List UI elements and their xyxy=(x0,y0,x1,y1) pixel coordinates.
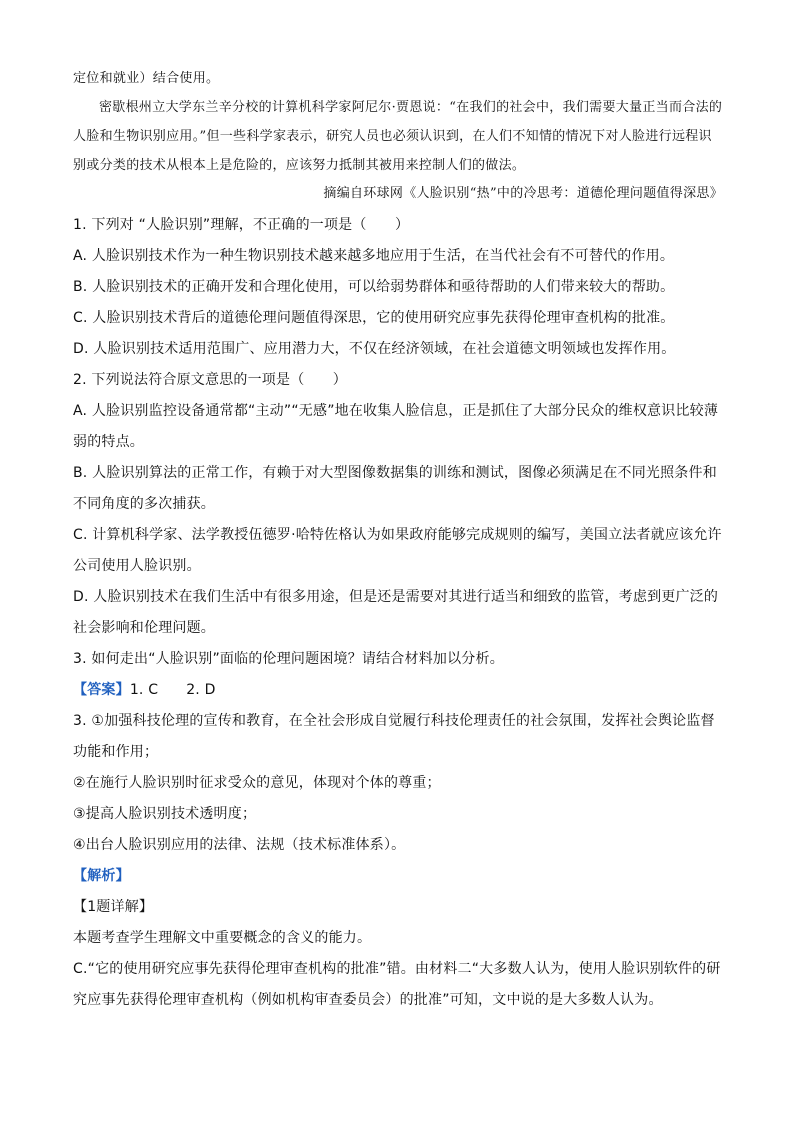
answer-3-line-2: ②在施行人脸识别时征求受众的意见，体现对个体的尊重； xyxy=(73,775,441,791)
answer-row xyxy=(73,675,723,706)
answer-1: 1. C xyxy=(129,682,159,698)
answer-3-line-3: ③提高人脸识别技术透明度； xyxy=(73,806,257,822)
passage-paragraph-2-text: 密歇根州立大学东兰辛分校的计算机科学家阿尼尔·贾恩说：“在我们的社会中，我们需要大量正当而合法的人脸和生物识别应用。”但一些科学家表示，研究人员也必须认识到，在人们不知情的情况下对人脸进行远程识别或分类的技术从根本上是危险的，应该努力抵制其被用来控制人们的做法。 xyxy=(73,100,723,173)
document-content xyxy=(73,64,723,1016)
question-2-option-c: C. 计算机科学家、法学教授伍德罗·哈特佐格认为如果政府能够完成规则的编写，美国立法者就应该允许公司使用人脸识别。 xyxy=(73,527,722,574)
question-3-stem: 3. 如何走出“人脸识别”面临的伦理问题困境？请结合材料加以分析。 xyxy=(73,651,504,667)
question-2-option-a: A. 人脸识别监控设备通常都“主动”“无感”地在收集人脸信息，正是抓住了大部分民众的维权意识比较薄弱的特点。 xyxy=(73,403,719,450)
answer-3-line-1: 3. ①加强科技伦理的宣传和教育，在全社会形成自觉履行科技伦理责任的社会氛围，发挥社会舆论监督功能和作用； xyxy=(73,713,715,760)
question-1-option-d: D. 人脸识别技术适用范围广、应用潜力大，不仅在经济领域，在社会道德文明领域也发挥作用。 xyxy=(73,341,676,357)
question-2-stem: 2. 下列说法符合原文意思的一项是（ ） xyxy=(73,372,348,388)
analysis-subheading-1: 【1题详解】 xyxy=(73,899,154,915)
question-1-option-c: C. 人脸识别技术背后的道德伦理问题值得深思，它的使用研究应事先获得伦理审查机构的批准。 xyxy=(73,310,675,326)
passage-paragraph-2 xyxy=(73,93,723,180)
answer-2: 2. D xyxy=(186,682,216,698)
question-1-option-a: A. 人脸识别技术作为一种生物识别技术越来越多地应用于生活，在当代社会有不可替代的作用。 xyxy=(73,248,675,264)
answer-3-line-4: ④出台人脸识别应用的法律、法规（技术标准体系）。 xyxy=(73,837,406,853)
question-1-stem: 1. 下列对 “人脸识别”理解，不正确的一项是（ ） xyxy=(73,217,410,233)
analysis-line-2: C.“它的使用研究应事先获得伦理审查机构的批准”错。由材料二“大多数人认为，使用人脸识别软件的研究应事先获得伦理审查机构（例如机构审查委员会）的批准”可知，文中说的是大多数人认为。 xyxy=(73,961,721,1008)
analysis-row xyxy=(73,861,723,892)
analysis-line-1: 本题考查学生理解文中重要概念的含义的能力。 xyxy=(73,930,372,946)
analysis-tag: 【解析】 xyxy=(73,868,130,884)
question-2-option-d: D. 人脸识别技术在我们生活中有很多用途，但是还是需要对其进行适当和细致的监管，考虑到更广泛的社会影响和伦理问题。 xyxy=(73,589,719,636)
passage-source: 摘编自环球网《人脸识别“热”中的冷思考：道德伦理问题值得深思》 xyxy=(323,186,723,201)
question-1-option-b: B. 人脸识别技术的正确开发和合理化使用，可以给弱势群体和亟待帮助的人们带来较大的帮助。 xyxy=(73,279,675,295)
answer-tag: 【答案】 xyxy=(73,682,130,698)
passage-line-1: 定位和就业）结合使用。 xyxy=(73,71,220,86)
question-2-option-b: B. 人脸识别算法的正常工作，有赖于对大型图像数据集的训练和测试，图像必须满足在不同光照条件和不同角度的多次捕获。 xyxy=(73,465,717,512)
